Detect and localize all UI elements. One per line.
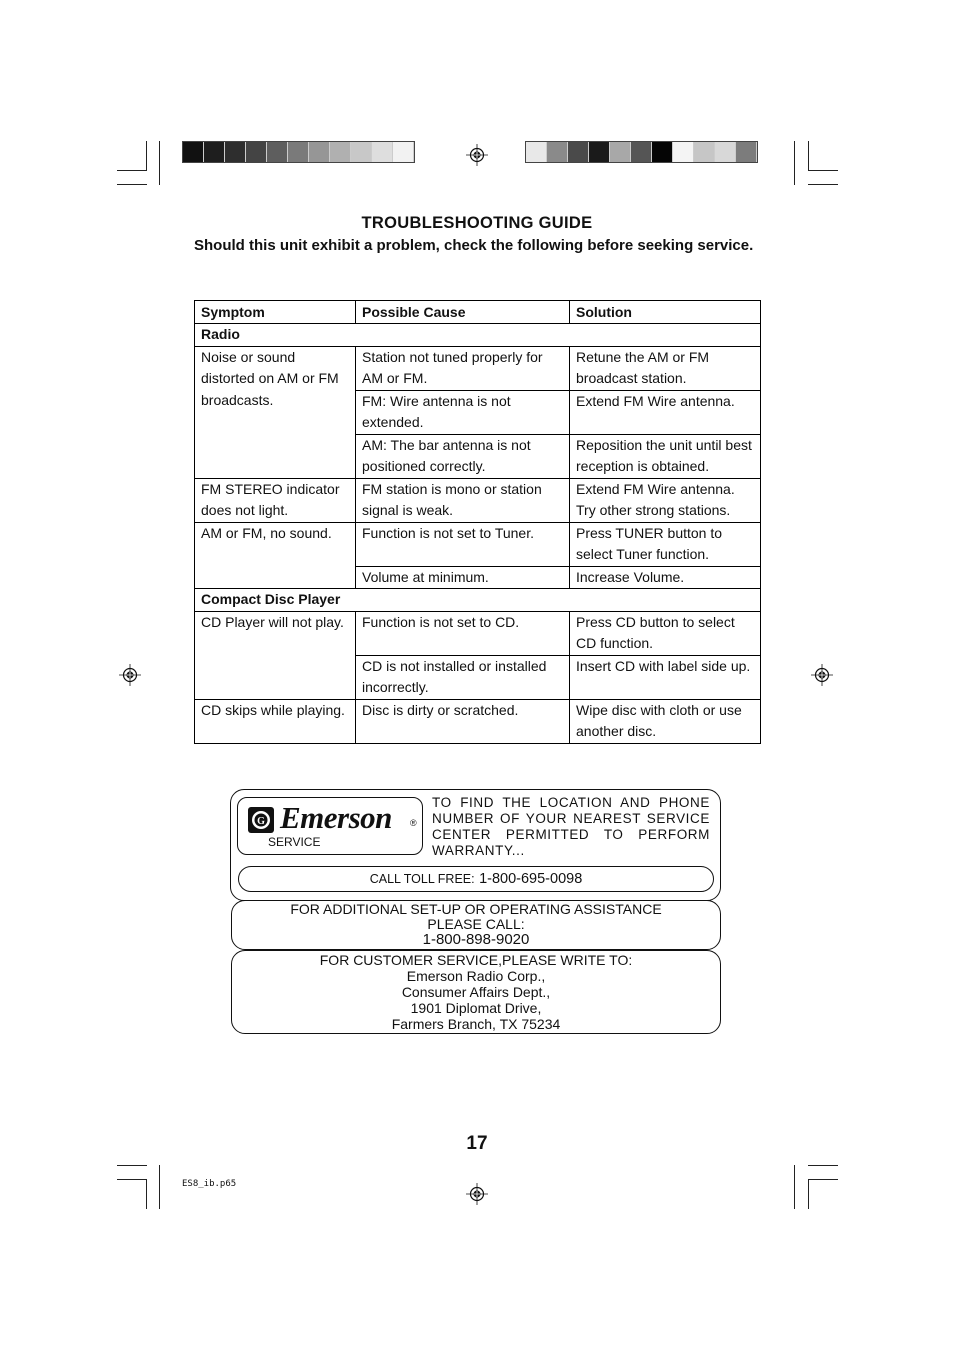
color-swatch-strip-right — [525, 141, 758, 163]
table-row — [195, 522, 761, 566]
color-swatch — [673, 142, 694, 162]
cause-cell: Disc is dirty or scratched. — [356, 699, 570, 743]
symptom-cell: CD Player will not play. — [195, 611, 356, 699]
crop-mark — [808, 1165, 838, 1166]
solution-cell: Press CD button to select CD function. — [570, 611, 761, 655]
page-number: 17 — [466, 1133, 488, 1154]
color-swatch — [631, 142, 652, 162]
solution-cell: Insert CD with label side up. — [570, 655, 761, 699]
color-swatch — [652, 142, 673, 162]
registered-mark-icon: ® — [410, 818, 417, 828]
color-swatch — [694, 142, 715, 162]
section-title: Radio — [195, 324, 761, 347]
troubleshooting-table — [194, 300, 761, 744]
registration-mark-icon — [466, 1183, 488, 1205]
registration-mark-icon — [466, 144, 488, 166]
file-name: ES8_ib.p65 — [182, 1179, 237, 1189]
solution-cell: Extend FM Wire antenna. Try other strong stations. — [570, 478, 761, 522]
color-swatch — [183, 142, 204, 162]
cause-cell: FM: Wire antenna is not extended. — [356, 390, 570, 434]
section-row — [195, 324, 761, 347]
section-row — [195, 589, 761, 612]
cause-cell: Station not tuned properly for AM or FM. — [356, 346, 570, 390]
assistance-line1: FOR ADDITIONAL SET-UP OR OPERATING ASSISTANCE — [290, 901, 662, 917]
table-row — [195, 478, 761, 522]
assistance-line2: PLEASE CALL: — [427, 916, 525, 932]
solution-cell: Increase Volume. — [570, 566, 761, 589]
crop-mark — [159, 141, 160, 185]
symptom-cell: AM or FM, no sound. — [195, 522, 356, 589]
assistance-box — [231, 900, 721, 950]
color-swatch — [225, 142, 246, 162]
cause-cell: Function is not set to Tuner. — [356, 522, 570, 566]
color-swatch — [393, 142, 414, 162]
solution-cell: Extend FM Wire antenna. — [570, 390, 761, 434]
color-swatch — [309, 142, 330, 162]
solution-cell: Wipe disc with cloth or use another disc. — [570, 699, 761, 743]
symptom-cell: Noise or sound distorted on AM or FM broadcasts. — [195, 346, 356, 478]
crop-mark — [794, 1165, 795, 1209]
logo-wordmark: Emerson — [280, 800, 392, 835]
customer-service-box — [231, 950, 721, 1034]
table-row — [195, 346, 761, 390]
solution-cell: Press TUNER button to select Tuner function. — [570, 522, 761, 566]
crop-mark — [117, 1165, 147, 1166]
color-swatch — [715, 142, 736, 162]
color-swatch — [372, 142, 393, 162]
header-solution: Solution — [570, 301, 761, 324]
address-line: 1901 Diplomat Drive, — [410, 1000, 542, 1016]
table-header-row — [195, 301, 761, 324]
color-swatch — [204, 142, 225, 162]
section-title: Compact Disc Player — [195, 589, 761, 612]
find-service-text: TO FIND THE LOCATION AND PHONE NUMBER OF YOUR NEAREST SERVICE CENTER PERMITTED TO PERFORM WARRANTY... — [432, 795, 710, 858]
cause-cell: AM: The bar antenna is not positioned correctly. — [356, 434, 570, 478]
toll-free-pill — [238, 866, 714, 892]
header-possible-cause: Possible Cause — [356, 301, 570, 324]
color-swatch — [351, 142, 372, 162]
registration-mark-icon — [811, 664, 833, 686]
logo-caption: SERVICE — [268, 835, 321, 849]
header-symptom: Symptom — [195, 301, 356, 324]
toll-free-number: 1-800-695-0098 — [479, 871, 583, 887]
color-swatch — [610, 142, 631, 162]
color-swatch — [330, 142, 351, 162]
table-row — [195, 699, 761, 743]
cause-cell: FM station is mono or station signal is weak. — [356, 478, 570, 522]
cause-cell: Volume at minimum. — [356, 566, 570, 589]
color-swatch — [246, 142, 267, 162]
write-heading: FOR CUSTOMER SERVICE,PLEASE WRITE TO: — [319, 952, 633, 968]
color-swatch — [589, 142, 610, 162]
toll-free-label: CALL TOLL FREE: — [369, 872, 475, 886]
address-line: Farmers Branch, TX 75234 — [391, 1016, 561, 1032]
color-swatch-strip-left — [182, 141, 415, 163]
emerson-logo-box — [237, 797, 423, 855]
page-title: TROUBLESHOOTING GUIDE — [361, 214, 593, 232]
crop-mark — [808, 170, 838, 171]
crop-mark — [146, 141, 147, 171]
crop-mark — [117, 184, 147, 185]
solution-cell: Retune the AM or FM broadcast station. — [570, 346, 761, 390]
color-swatch — [547, 142, 568, 162]
registration-mark-icon — [119, 664, 141, 686]
color-swatch — [568, 142, 589, 162]
intro-text: Should this unit exhibit a problem, check the following before seeking service. — [194, 237, 754, 254]
crop-mark — [794, 141, 795, 185]
crop-mark — [808, 1179, 838, 1180]
crop-mark — [146, 1179, 147, 1209]
assistance-number: 1-800-898-9020 — [422, 931, 530, 948]
cause-cell: CD is not installed or installed incorrectly. — [356, 655, 570, 699]
crop-mark — [808, 1179, 809, 1209]
symptom-cell: CD skips while playing. — [195, 699, 356, 743]
color-swatch — [526, 142, 547, 162]
solution-cell: Reposition the unit until best reception is obtained. — [570, 434, 761, 478]
crop-mark — [117, 170, 147, 171]
address-line: Emerson Radio Corp., — [406, 968, 546, 984]
address-line: Consumer Affairs Dept., — [401, 984, 551, 1000]
crop-mark — [117, 1179, 147, 1180]
cause-cell: Function is not set to CD. — [356, 611, 570, 655]
crop-mark — [159, 1165, 160, 1209]
symptom-cell: FM STEREO indicator does not light. — [195, 478, 356, 522]
crop-mark — [808, 184, 838, 185]
svg-text:G: G — [257, 816, 265, 827]
emerson-logo-icon — [247, 806, 275, 834]
table-row — [195, 611, 761, 655]
color-swatch — [288, 142, 309, 162]
color-swatch — [736, 142, 757, 162]
crop-mark — [808, 141, 809, 171]
color-swatch — [267, 142, 288, 162]
